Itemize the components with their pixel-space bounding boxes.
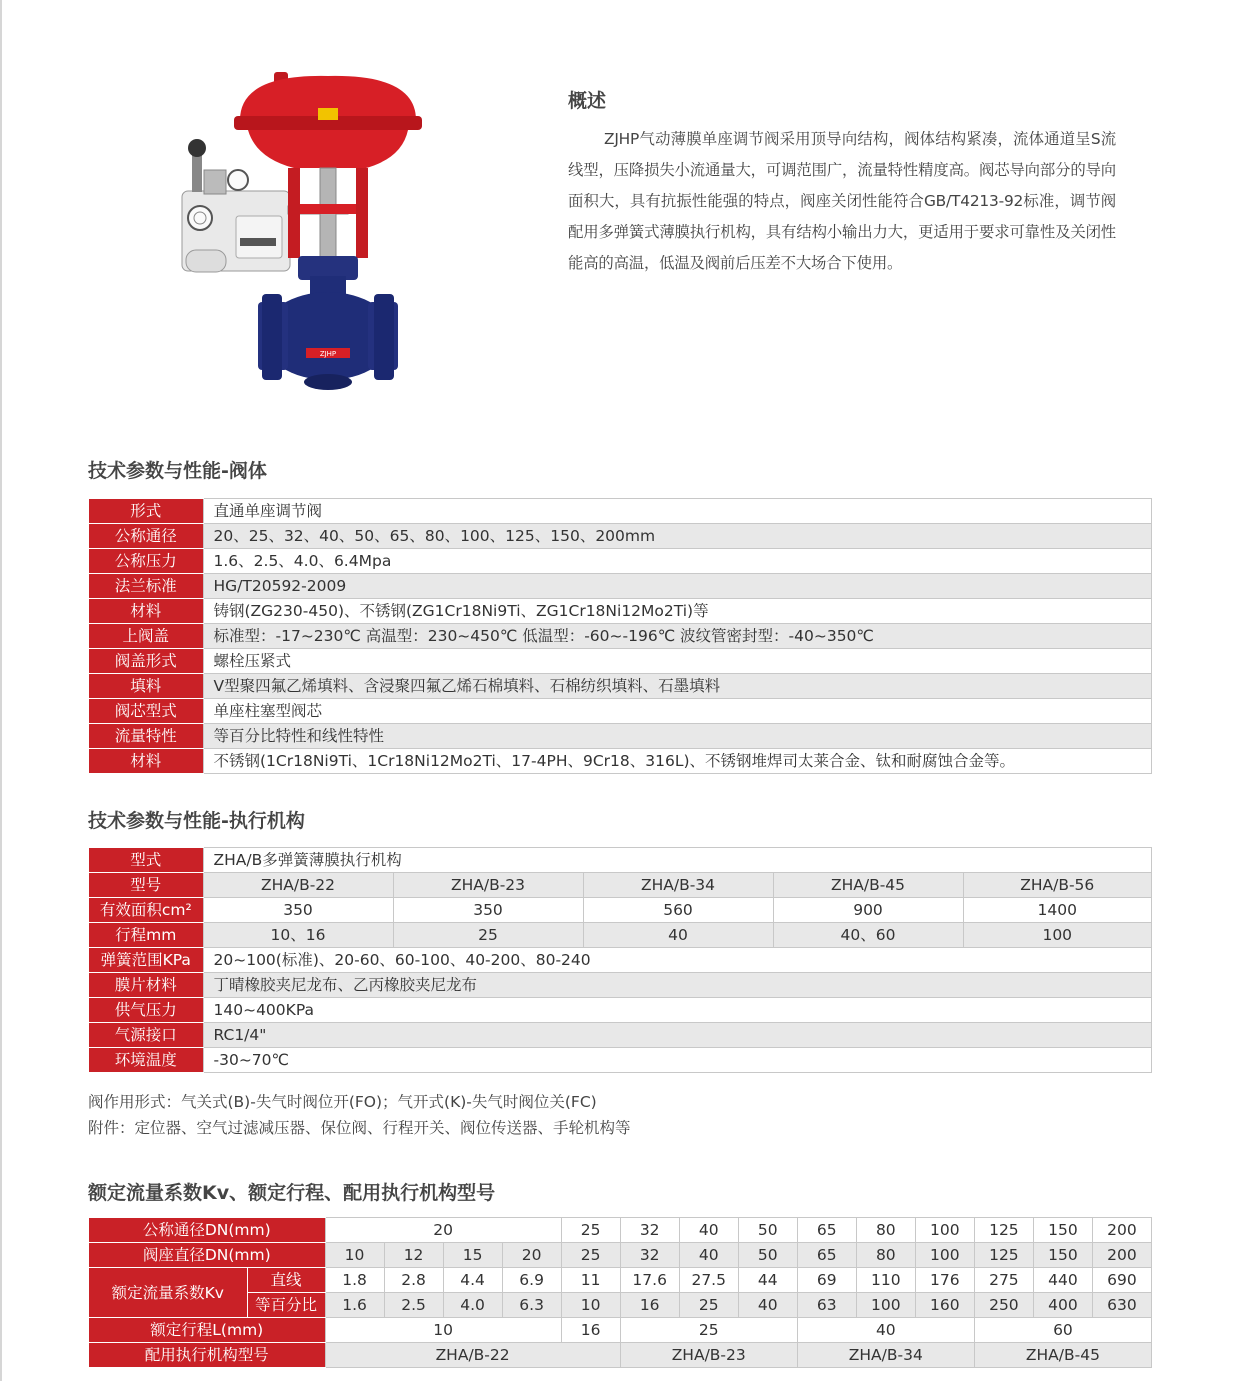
dn-cell: 125	[974, 1218, 1033, 1243]
svg-text:ZJHP: ZJHP	[319, 350, 337, 358]
row-label: 额定流量系数Kv	[89, 1268, 247, 1318]
seat-cell: 65	[797, 1243, 856, 1268]
table-row	[89, 1048, 1152, 1073]
seat-cell: 125	[974, 1243, 1033, 1268]
kv-eqp-cell: 63	[797, 1293, 856, 1318]
table-row	[89, 1293, 1152, 1318]
area-cell: 1400	[963, 898, 1152, 923]
actuator-cell: ZHA/B-34	[797, 1343, 974, 1368]
dn-cell: 50	[738, 1218, 797, 1243]
table-row	[89, 699, 1152, 724]
row-value: 标准型：-17~230℃ 高温型：230~450℃ 低温型：-60~-196℃ 波纹管密封型：-40~350℃	[203, 624, 1152, 649]
actuator-section-title: 技术参数与性能-执行机构	[88, 810, 305, 832]
table-row	[89, 1023, 1152, 1048]
stroke-cell: 10、16	[203, 923, 393, 948]
seat-cell: 15	[443, 1243, 502, 1268]
valve-body-icon	[258, 256, 398, 390]
row-value: 140~400KPa	[203, 998, 1152, 1023]
page-edge	[0, 0, 2, 1381]
kv-eqp-cell: 100	[856, 1293, 915, 1318]
dn-cell: 200	[1092, 1218, 1151, 1243]
body-section-title: 技术参数与性能-阀体	[88, 460, 267, 482]
actuator-cell: ZHA/B-45	[974, 1343, 1151, 1368]
row-label: 供气压力	[89, 998, 203, 1023]
table-row	[89, 724, 1152, 749]
table-row	[89, 948, 1152, 973]
kv-linear-cell: 6.9	[502, 1268, 561, 1293]
overview-text: ZJHP气动薄膜单座调节阀采用顶导向结构，阀体结构紧凑，流体通道呈S流线型，压降损失小流通量大，可调范围广，流量特性精度高。阀芯导向部分的导向面积大，具有抗振性能强的特点，阀座关闭性能符合GB/T4213-92标准，调节阀配用多弹簧式薄膜执行机构，具有结构小输出力大，更适用于要求可靠性及关闭性能高的高温，低温及阀前后压差不大场合下使用。	[568, 130, 1116, 272]
row-value: 1.6、2.5、4.0、6.4Mpa	[203, 549, 1152, 574]
row-label: 型式	[89, 848, 203, 873]
kv-linear-cell: 690	[1092, 1268, 1151, 1293]
seat-cell: 20	[502, 1243, 561, 1268]
table-row	[89, 649, 1152, 674]
kv-linear-cell: 4.4	[443, 1268, 502, 1293]
model-cell: ZHA/B-56	[963, 873, 1152, 898]
table-row	[89, 574, 1152, 599]
table-row	[89, 1218, 1152, 1243]
area-cell: 560	[583, 898, 773, 923]
seat-cell: 150	[1033, 1243, 1092, 1268]
row-label: 有效面积cm²	[89, 898, 203, 923]
kv-linear-cell: 110	[856, 1268, 915, 1293]
row-value: 单座柱塞型阀芯	[203, 699, 1152, 724]
dn-cell: 65	[797, 1218, 856, 1243]
body-spec-table	[89, 498, 1152, 774]
seat-cell: 200	[1092, 1243, 1151, 1268]
table-row	[89, 1343, 1152, 1368]
stroke-cell: 60	[974, 1318, 1151, 1343]
kv-eqp-cell: 400	[1033, 1293, 1092, 1318]
row-label: 型号	[89, 873, 203, 898]
seat-cell: 80	[856, 1243, 915, 1268]
seat-cell: 10	[325, 1243, 384, 1268]
dn-cell: 100	[915, 1218, 974, 1243]
table-row	[89, 674, 1152, 699]
stroke-cell: 100	[963, 923, 1152, 948]
kv-linear-cell: 440	[1033, 1268, 1092, 1293]
kv-eqp-cell: 2.5	[384, 1293, 443, 1318]
kv-linear-cell: 27.5	[679, 1268, 738, 1293]
dn-cell: 80	[856, 1218, 915, 1243]
row-label: 公称压力	[89, 549, 203, 574]
kv-linear-cell: 17.6	[620, 1268, 679, 1293]
row-value: 螺栓压紧式	[203, 649, 1152, 674]
overview-title: 概述	[568, 90, 607, 112]
table-row	[89, 749, 1152, 774]
row-label: 配用执行机构型号	[89, 1343, 325, 1368]
model-cell: ZHA/B-22	[203, 873, 393, 898]
area-cell: 350	[203, 898, 393, 923]
row-label: 膜片材料	[89, 973, 203, 998]
dn-cell: 32	[620, 1218, 679, 1243]
actuator-spec-table	[89, 847, 1152, 1073]
seat-cell: 40	[679, 1243, 738, 1268]
row-value: HG/T20592-2009	[203, 574, 1152, 599]
row-label: 额定行程L(mm)	[89, 1318, 325, 1343]
stroke-cell: 25	[393, 923, 583, 948]
row-label: 阀座直径DN(mm)	[89, 1243, 325, 1268]
table-row	[89, 998, 1152, 1023]
row-value: 20~100(标准)、20-60、60-100、40-200、80-240	[203, 948, 1152, 973]
model-cell: ZHA/B-34	[583, 873, 773, 898]
row-value: 不锈钢(1Cr18Ni9Ti、1Cr18Ni12Mo2Ti、17-4PH、9Cr18、316L)、不锈钢堆焊司太莱合金、钛和耐腐蚀合金等。	[203, 749, 1152, 774]
seat-cell: 50	[738, 1243, 797, 1268]
seat-cell: 32	[620, 1243, 679, 1268]
stroke-cell: 40	[583, 923, 773, 948]
table-row	[89, 549, 1152, 574]
kv-linear-cell: 1.8	[325, 1268, 384, 1293]
model-cell: ZHA/B-23	[393, 873, 583, 898]
row-label: 形式	[89, 499, 203, 524]
kv-eqp-cell: 16	[620, 1293, 679, 1318]
row-label: 流量特性	[89, 724, 203, 749]
dn-cell: 20	[325, 1218, 561, 1243]
stroke-cell: 40	[797, 1318, 974, 1343]
table-row	[89, 848, 1152, 873]
table-row	[89, 624, 1152, 649]
actuator-cell: ZHA/B-23	[620, 1343, 797, 1368]
action-note: 阀作用形式：气关式(B)-失气时阀位开(FO)；气开式(K)-失气时阀位关(FC)	[88, 1093, 597, 1111]
seat-cell: 100	[915, 1243, 974, 1268]
row-label: 材料	[89, 599, 203, 624]
table-row	[89, 973, 1152, 998]
kv-linear-cell: 69	[797, 1268, 856, 1293]
row-value: 铸钢(ZG230-450)、不锈钢(ZG1Cr18Ni9Ti、ZG1Cr18Ni12Mo2Ti)等	[203, 599, 1152, 624]
row-label: 材料	[89, 749, 203, 774]
kv-table	[89, 1217, 1152, 1368]
kv-linear-cell: 2.8	[384, 1268, 443, 1293]
row-label: 弹簧范围KPa	[89, 948, 203, 973]
row-label: 法兰标准	[89, 574, 203, 599]
kv-eqp-cell: 4.0	[443, 1293, 502, 1318]
row-label: 环境温度	[89, 1048, 203, 1073]
kv-eqp-cell: 160	[915, 1293, 974, 1318]
dn-cell: 40	[679, 1218, 738, 1243]
row-sublabel: 直线	[247, 1268, 325, 1293]
row-value: RC1/4"	[203, 1023, 1152, 1048]
row-value: 直通单座调节阀	[203, 499, 1152, 524]
kv-linear-cell: 44	[738, 1268, 797, 1293]
stroke-cell: 16	[561, 1318, 620, 1343]
dn-cell: 25	[561, 1218, 620, 1243]
seat-cell: 25	[561, 1243, 620, 1268]
kv-section-title: 额定流量系数Kv、额定行程、配用执行机构型号	[88, 1182, 496, 1204]
dn-cell: 150	[1033, 1218, 1092, 1243]
row-value: 等百分比特性和线性特性	[203, 724, 1152, 749]
table-row	[89, 1268, 1152, 1293]
row-value: 丁晴橡胶夹尼龙布、乙丙橡胶夹尼龙布	[203, 973, 1152, 998]
kv-eqp-cell: 40	[738, 1293, 797, 1318]
row-label: 行程mm	[89, 923, 203, 948]
row-value: V型聚四氟乙烯填料、含浸聚四氟乙烯石棉填料、石棉纺织填料、石墨填料	[203, 674, 1152, 699]
kv-eqp-cell: 6.3	[502, 1293, 561, 1318]
row-value: -30~70℃	[203, 1048, 1152, 1073]
actuator-cell: ZHA/B-22	[325, 1343, 620, 1368]
kv-linear-cell: 176	[915, 1268, 974, 1293]
area-cell: 900	[773, 898, 963, 923]
table-row	[89, 524, 1152, 549]
kv-eqp-cell: 630	[1092, 1293, 1151, 1318]
valve-product-image	[170, 66, 430, 396]
kv-eqp-cell: 25	[679, 1293, 738, 1318]
row-label: 公称通径DN(mm)	[89, 1218, 325, 1243]
model-cell: ZHA/B-45	[773, 873, 963, 898]
stroke-cell: 40、60	[773, 923, 963, 948]
kv-eqp-cell: 250	[974, 1293, 1033, 1318]
kv-eqp-cell: 10	[561, 1293, 620, 1318]
table-row	[89, 1318, 1152, 1343]
table-row	[89, 923, 1152, 948]
row-label: 填料	[89, 674, 203, 699]
row-value: 20、25、32、40、50、65、80、100、125、150、200mm	[203, 524, 1152, 549]
seat-cell: 12	[384, 1243, 443, 1268]
table-row	[89, 599, 1152, 624]
stroke-cell: 10	[325, 1318, 561, 1343]
row-label: 阀盖形式	[89, 649, 203, 674]
row-label: 阀芯型式	[89, 699, 203, 724]
row-label: 上阀盖	[89, 624, 203, 649]
kv-linear-cell: 275	[974, 1268, 1033, 1293]
kv-linear-cell: 11	[561, 1268, 620, 1293]
row-label: 公称通径	[89, 524, 203, 549]
accessories-note: 附件：定位器、空气过滤减压器、保位阀、行程开关、阀位传送器、手轮机构等	[88, 1119, 631, 1137]
row-sublabel: 等百分比	[247, 1293, 325, 1318]
stroke-cell: 25	[620, 1318, 797, 1343]
row-label: 气源接口	[89, 1023, 203, 1048]
table-row	[89, 499, 1152, 524]
table-row	[89, 898, 1152, 923]
area-cell: 350	[393, 898, 583, 923]
table-row	[89, 873, 1152, 898]
row-value: ZHA/B多弹簧薄膜执行机构	[203, 848, 1152, 873]
kv-eqp-cell: 1.6	[325, 1293, 384, 1318]
table-row	[89, 1243, 1152, 1268]
